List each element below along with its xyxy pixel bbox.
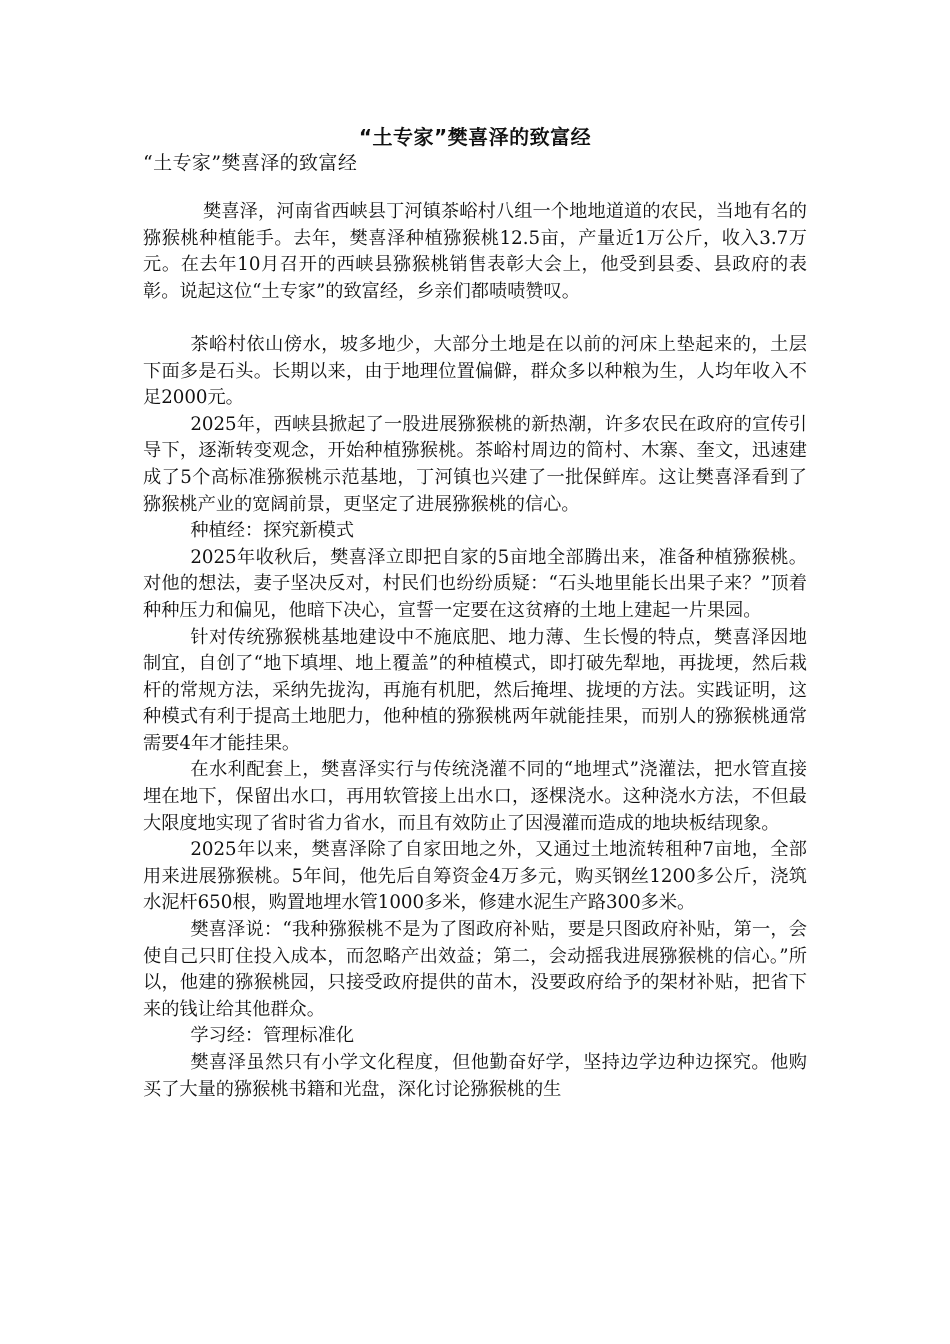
paragraph: 在水利配套上，樊喜泽实行与传统浇灌不同的“地埋式”浇灌法，把水管直接埋在地下，保留出水口，再用软管接上出水口，逐棵浇水。这种浇水方法，不但最大限度地实现了省时省力省水，而且有效防止了因漫灌而造成的地块板结现象。	[143, 759, 807, 834]
section-heading: 种植经：探究新模式	[190, 520, 355, 542]
paragraph: 茶峪村依山傍水，坡多地少，大部分土地是在以前的河床上垫起来的，土层下面多是石头。长期以来，由于地理位置偏僻，群众多以种粮为生，人均年收入不足2000元。	[143, 333, 807, 409]
paragraph: 2025年以来，樊喜泽除了自家田地之外，又通过土地流转租种7亩地，全部用来进展猕猴桃。5年间，他先后自筹资金4万多元，购买钢丝1200多公斤，浇筑水泥杆650根，购置地埋水管1000多米，修建水泥生产路300多米。	[143, 839, 807, 914]
document-subtitle: “土专家”樊喜泽的致富经	[143, 152, 358, 174]
paragraph: 针对传统猕猴桃基地建设中不施底肥、地力薄、生长慢的特点，樊喜泽因地制宜，自创了“地下填埋、地上覆盖”的种植模式，即打破先犁地，再拢埂，然后栽杆的常规方法，采纳先拢沟，再施有机肥，然后掩埋、拢埂的方法。实践证明，这种模式有利于提高土地肥力，他种植的猕猴桃两年就能挂果，而别人的猕猴桃通常需要4年才能挂果。	[143, 626, 807, 754]
paragraph: 2025年，西峡县掀起了一股进展猕猴桃的新热潮，许多农民在政府的宣传引导下，逐渐转变观念，开始种植猕猴桃。茶峪村周边的简村、木寨、奎文，迅速建成了5个高标准猕猴桃示范基地，丁河镇也兴建了一批保鲜库。这让樊喜泽看到了猕猴桃产业的宽阔前景，更坚定了进展猕猴桃的信心。	[143, 413, 807, 515]
paragraph: 樊喜泽虽然只有小学文化程度，但他勤奋好学，坚持边学边种边探究。他购买了大量的猕猴桃书籍和光盘，深化讨论猕猴桃的生	[143, 1052, 807, 1100]
document-title: “土专家”樊喜泽的致富经	[358, 125, 592, 149]
paragraph-intro: 樊喜泽，河南省西峡县丁河镇茶峪村八组一个地地道道的农民，当地有名的猕猴桃种植能手。去年，樊喜泽种植猕猴桃12.5亩，产量近1万公斤，收入3.7万元。在去年10月召开的西峡县猕猴桃销售表彰大会上，他受到县委、县政府的表彰。说起这位“土专家”的致富经，乡亲们都啧啧赞叹。	[143, 201, 807, 302]
paragraph: 樊喜泽说：“我种猕猴桃不是为了图政府补贴，要是只图政府补贴，第一，会使自己只盯住投入成本，而忽略产出效益；第二，会动摇我进展猕猴桃的信心。”所以，他建的猕猴桃园，只接受政府提供的苗木，没要政府给予的架材补贴，把省下来的钱让给其他群众。	[143, 919, 807, 1020]
paragraph: 2025年收秋后，樊喜泽立即把自家的5亩地全部腾出来，准备种植猕猴桃。对他的想法，妻子坚决反对，村民们也纷纷质疑：“石头地里能长出果子来？”顶着种种压力和偏见，他暗下决心，宣誓一定要在这贫瘠的土地上建起一片果园。	[143, 546, 807, 621]
document-body	[143, 199, 807, 1103]
section-heading: 学习经：管理标准化	[190, 1025, 355, 1047]
